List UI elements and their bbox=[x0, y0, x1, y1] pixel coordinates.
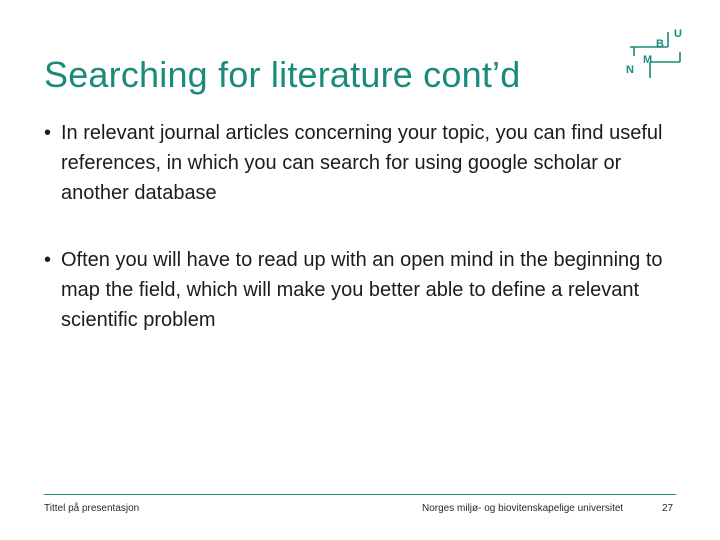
bullet-item bbox=[44, 118, 684, 208]
bullet-list bbox=[44, 118, 684, 372]
footer-page-number: 27 bbox=[662, 503, 674, 514]
bullet-text: Often you will have to read up with an open mind in the beginning to map the field, which will make you better able to define a relevant scientific problem bbox=[61, 249, 663, 331]
bullet-mark: • bbox=[44, 122, 52, 144]
bullet-mark: • bbox=[44, 249, 52, 271]
bullet-text: In relevant journal articles concerning your topic, you can find useful references, in which you can search for using google scholar or another database bbox=[61, 122, 663, 204]
logo-letter-u: U bbox=[674, 28, 682, 40]
footer-university-name: Norges miljø- og biovitenskapelige universitet bbox=[422, 503, 624, 514]
footer-divider bbox=[44, 494, 676, 495]
nmbu-logo bbox=[624, 26, 688, 80]
logo-letter-b: B bbox=[656, 38, 664, 50]
logo-letter-n: N bbox=[626, 64, 634, 76]
logo-letter-m: M bbox=[643, 54, 653, 66]
footer-presentation-title: Tittel på presentasjon bbox=[44, 503, 140, 514]
slide-title: Searching for literature cont’d bbox=[44, 54, 521, 95]
bullet-item bbox=[44, 245, 684, 335]
nmbu-logo-icon bbox=[624, 26, 688, 80]
